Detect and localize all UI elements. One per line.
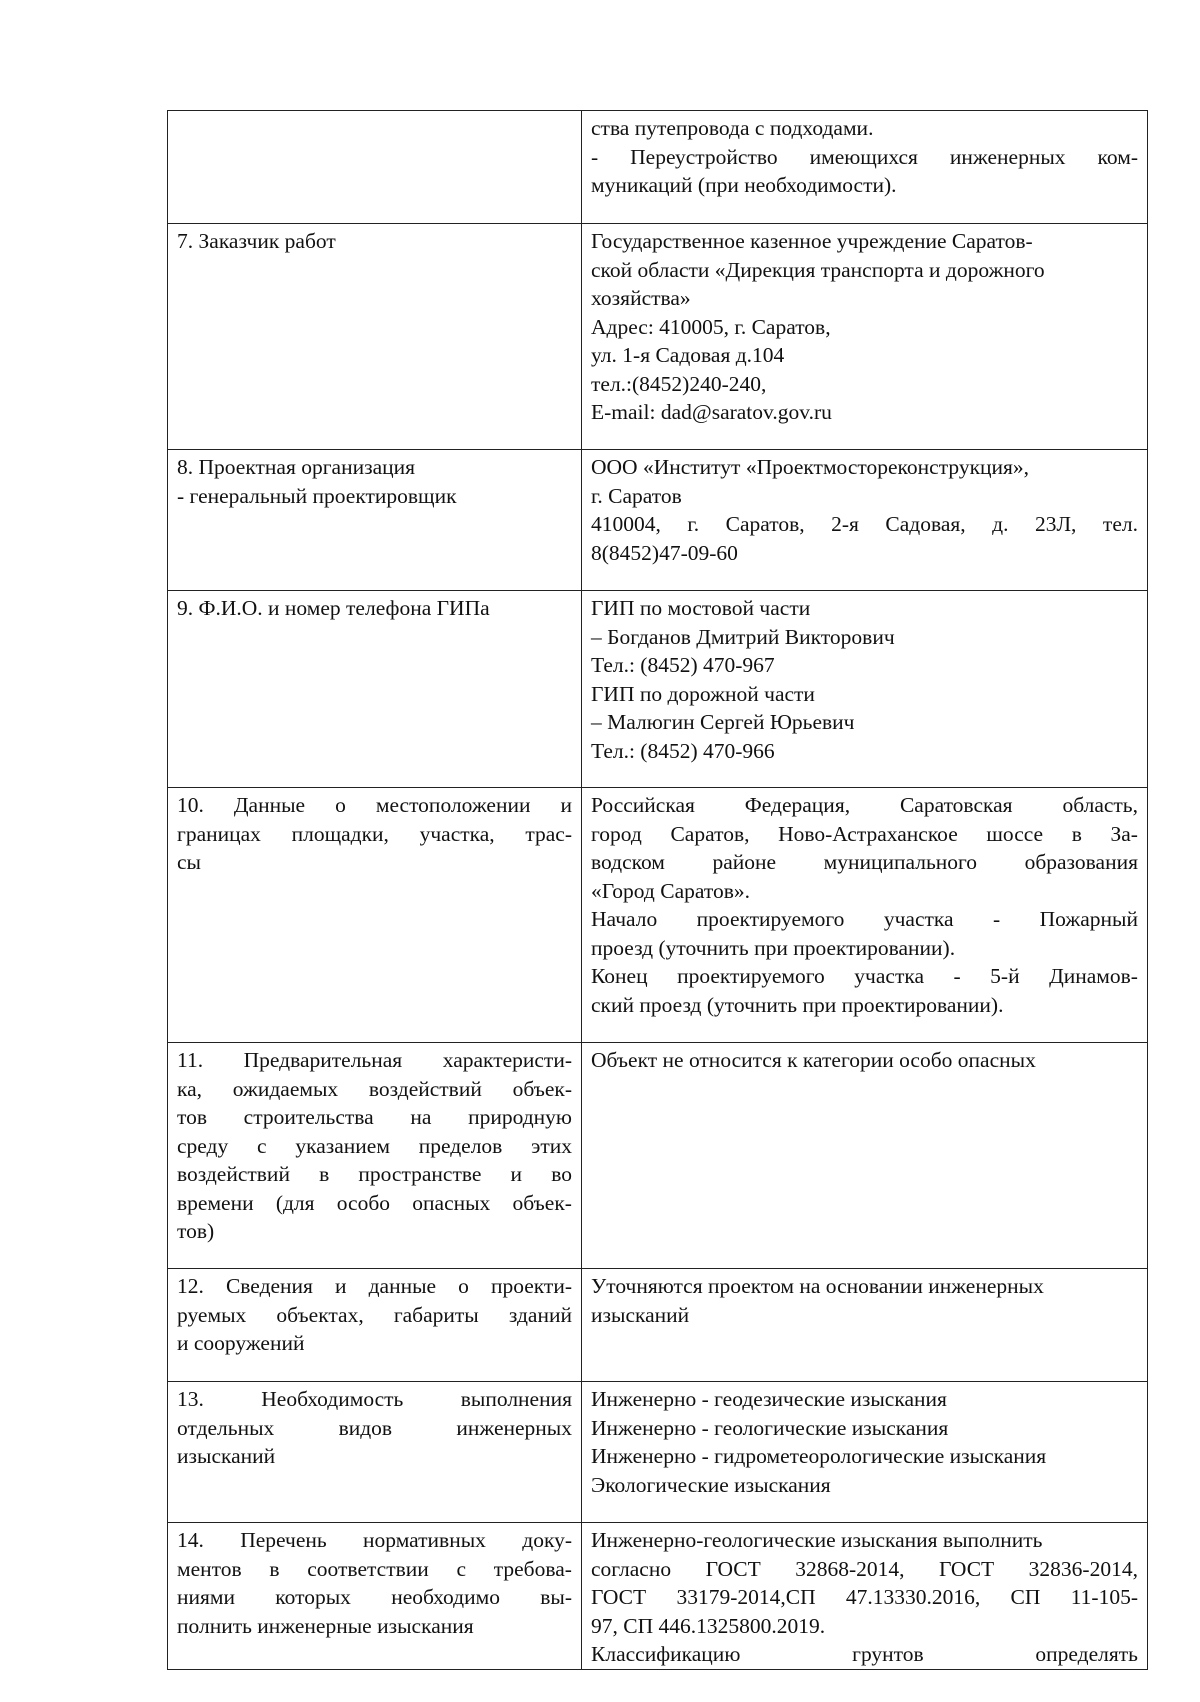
- requirements-table: [167, 110, 1148, 1670]
- word: с: [456, 1556, 467, 1581]
- text-line-justified: [591, 1583, 1138, 1612]
- word: опасных: [412, 1190, 491, 1215]
- text-line-justified: [177, 1160, 572, 1189]
- word: в: [269, 1556, 280, 1581]
- value-cell: [582, 1382, 1148, 1523]
- word: согласно: [591, 1556, 672, 1581]
- text-line: ГИП по мостовой части: [591, 596, 811, 620]
- text-line: ООО «Институт «Проектмостореконструкция»,: [591, 455, 1030, 479]
- word: тов: [177, 1105, 208, 1129]
- word: ГОСТ: [591, 1585, 647, 1609]
- word: муниципального: [823, 850, 978, 874]
- table-row: [168, 1523, 1148, 1670]
- text-line: ской области «Дирекция транспорта и дорожного: [591, 257, 1045, 282]
- text-line-justified: [177, 1103, 572, 1132]
- word: нормативных: [363, 1528, 486, 1552]
- word: Федерация,: [744, 793, 851, 817]
- word: Пожарный: [1039, 907, 1138, 931]
- text-line: Инженерно - гидрометеорологические изыскания: [591, 1444, 1047, 1468]
- value-cell: [582, 450, 1148, 591]
- word: город: [591, 821, 642, 846]
- word: 33179-2014,СП: [676, 1585, 816, 1609]
- word: среду: [177, 1133, 229, 1158]
- word: Переустройство: [630, 144, 778, 169]
- parameter-cell: [168, 1269, 582, 1382]
- word: имеющихся: [809, 144, 918, 169]
- text-line: – Малюгин Сергей Юрьевич: [591, 710, 855, 734]
- word: грунтов: [852, 1642, 924, 1666]
- word: проекти-: [490, 1274, 572, 1298]
- word: водском: [591, 850, 665, 874]
- word: область,: [1062, 793, 1138, 817]
- word: площадки,: [291, 821, 389, 846]
- word: объек-: [512, 1076, 572, 1101]
- text-line: хозяйства»: [591, 286, 691, 310]
- word: ГОСТ: [939, 1556, 995, 1581]
- word: 23Л,: [1034, 512, 1077, 536]
- word: пространстве: [358, 1162, 482, 1186]
- text-line-justified: [591, 791, 1138, 820]
- word: Ново-Астраханское: [778, 821, 958, 846]
- word: объек-: [512, 1190, 572, 1215]
- word: Российская: [591, 793, 695, 817]
- text-line: тов): [177, 1219, 215, 1243]
- word: инженерных: [456, 1415, 572, 1440]
- word: в: [1071, 821, 1082, 846]
- word: пределов: [418, 1133, 503, 1158]
- word: воздействий: [177, 1162, 290, 1186]
- word: СП: [1010, 1585, 1041, 1609]
- text-line: Тел.: (8452) 470-966: [591, 738, 775, 763]
- text-line: ГИП по дорожной части: [591, 681, 815, 706]
- text-line: Инженерно - геологические изыскания: [591, 1415, 949, 1440]
- word: -: [953, 964, 961, 988]
- text-line-justified: [177, 1385, 572, 1414]
- word: инженерных: [949, 144, 1066, 169]
- word: Начало: [591, 907, 658, 931]
- text-line-justified: [591, 510, 1138, 539]
- word: которых: [275, 1585, 351, 1609]
- parameter-cell: [168, 1382, 582, 1523]
- word: -: [591, 144, 599, 169]
- text-line: Экологические изыскания: [591, 1472, 831, 1497]
- word: ка,: [177, 1076, 203, 1101]
- word: строительства: [243, 1105, 374, 1129]
- text-line-justified: [177, 1301, 572, 1330]
- word: местоположении: [375, 793, 531, 817]
- word: требова-: [493, 1556, 572, 1581]
- value-cell: [582, 224, 1148, 450]
- word: границах: [177, 821, 261, 846]
- text-line: ул. 1-я Садовая д.104: [591, 343, 785, 367]
- text-line: Уточняются проектом на основании инженерных: [591, 1274, 1044, 1298]
- word: (для: [275, 1190, 315, 1215]
- word: Конец: [591, 964, 648, 988]
- text-line: 8. Проектная организация: [177, 455, 416, 479]
- text-line: г. Саратов: [591, 483, 682, 508]
- word: 11-105-: [1070, 1585, 1138, 1609]
- text-line: E-mail: dad@saratov.gov.ru: [591, 400, 832, 424]
- word: доку-: [522, 1528, 572, 1552]
- text-line: 9. Ф.И.О. и номер телефона ГИПа: [177, 596, 490, 620]
- word: 5-й: [990, 964, 1020, 988]
- text-line: Адрес: 410005, г. Саратов,: [591, 314, 831, 339]
- text-line: ский проезд (уточнить при проектировании).: [591, 992, 1004, 1017]
- word: и: [560, 793, 572, 817]
- table-body: [168, 111, 1148, 1670]
- table-row: [168, 591, 1148, 788]
- text-line: проезд (уточнить при проектировании).: [591, 935, 956, 960]
- word: Перечень: [240, 1528, 327, 1552]
- word: видов: [338, 1415, 393, 1440]
- word: этих: [531, 1133, 572, 1158]
- word: Динамов-: [1049, 964, 1138, 988]
- word: Классификацию: [591, 1642, 741, 1666]
- word: руемых: [177, 1302, 247, 1327]
- text-line-justified: [591, 962, 1138, 991]
- word: Данные: [233, 793, 306, 817]
- word: районе: [712, 850, 777, 874]
- parameter-cell: [168, 450, 582, 591]
- text-line: тел.:(8452)240-240,: [591, 371, 767, 396]
- text-line-justified: [177, 1414, 572, 1443]
- word: 32868-2014,: [795, 1556, 905, 1581]
- text-line-justified: [591, 820, 1138, 849]
- table-row: [168, 224, 1148, 450]
- text-line: полнить инженерные изыскания: [177, 1613, 474, 1638]
- value-cell: [582, 1523, 1148, 1670]
- word: ниями: [177, 1585, 236, 1609]
- text-line: 8(8452)47-09-60: [591, 540, 738, 565]
- text-line: сы: [177, 850, 201, 874]
- text-line-justified: [177, 1046, 572, 1075]
- value-cell: [582, 788, 1148, 1043]
- word: Сведения: [225, 1274, 313, 1298]
- word: г.: [687, 512, 700, 536]
- word: вы-: [540, 1585, 572, 1609]
- text-line: Государственное казенное учреждение Саратов-: [591, 229, 1033, 253]
- word: Садовая,: [885, 512, 966, 536]
- word: характеристи-: [442, 1048, 572, 1072]
- table-row: [168, 450, 1148, 591]
- text-line: ства путепровода с подходами.: [591, 116, 874, 140]
- word: природную: [468, 1105, 572, 1129]
- word: шоссе: [986, 821, 1044, 846]
- word: о: [335, 793, 346, 817]
- word: ком-: [1097, 144, 1138, 169]
- word: 14.: [177, 1528, 204, 1552]
- word: ГОСТ: [705, 1556, 761, 1581]
- table-row: [168, 111, 1148, 224]
- word: определять: [1035, 1642, 1138, 1666]
- text-line: 97, СП 446.1325800.2019.: [591, 1613, 826, 1638]
- word: зданий: [508, 1302, 572, 1327]
- word: особо: [336, 1190, 391, 1215]
- text-line: - генеральный проектировщик: [177, 483, 457, 508]
- value-cell: [582, 111, 1148, 224]
- word: 32836-2014,: [1028, 1556, 1138, 1581]
- text-line: изысканий: [177, 1444, 276, 1468]
- word: трас-: [525, 821, 572, 846]
- text-line: Тел.: (8452) 470-967: [591, 653, 775, 677]
- text-line-justified: [177, 1555, 572, 1584]
- word: 47.13330.2016,: [845, 1585, 981, 1609]
- word: и: [510, 1162, 523, 1186]
- text-line-justified: [177, 1189, 572, 1218]
- table-row: [168, 1382, 1148, 1523]
- table-row: [168, 1269, 1148, 1382]
- word: воздействий: [368, 1076, 482, 1101]
- word: во: [551, 1162, 572, 1186]
- word: участка,: [419, 821, 495, 846]
- word: ментов: [177, 1556, 242, 1581]
- word: 13.: [177, 1387, 204, 1411]
- word: ожидаемых: [232, 1076, 339, 1101]
- word: соответствии: [307, 1556, 429, 1581]
- word: выполнения: [460, 1387, 572, 1411]
- word: д.: [992, 512, 1009, 536]
- word: -: [993, 907, 1001, 931]
- word: Саратов,: [670, 821, 750, 846]
- text-line: «Город Саратов».: [591, 878, 750, 903]
- text-line-justified: [591, 1640, 1138, 1669]
- text-line: изысканий: [591, 1302, 690, 1327]
- word: в: [319, 1162, 330, 1186]
- text-line-justified: [177, 791, 572, 820]
- word: отдельных: [177, 1415, 275, 1440]
- text-line: 7. Заказчик работ: [177, 229, 336, 253]
- word: с: [257, 1133, 267, 1158]
- parameter-cell: [168, 1523, 582, 1670]
- text-line-justified: [177, 1272, 572, 1301]
- word: участка: [854, 964, 925, 988]
- word: объектах,: [276, 1302, 364, 1327]
- text-line-justified: [177, 1132, 572, 1161]
- parameter-cell: [168, 591, 582, 788]
- word: За-: [1110, 821, 1138, 846]
- word: участка: [883, 907, 954, 931]
- value-cell: [582, 1269, 1148, 1382]
- text-line-justified: [591, 1555, 1138, 1584]
- text-line-justified: [591, 143, 1138, 172]
- word: Предварительная: [243, 1048, 403, 1072]
- text-line-justified: [591, 848, 1138, 877]
- text-line-justified: [177, 1526, 572, 1555]
- value-cell: [582, 1043, 1148, 1269]
- word: 12.: [177, 1274, 204, 1298]
- text-line-justified: [177, 1075, 572, 1104]
- parameter-cell: [168, 788, 582, 1043]
- word: времени: [177, 1190, 254, 1215]
- text-line-justified: [177, 820, 572, 849]
- word: проектируемого: [677, 964, 825, 988]
- word: о: [458, 1274, 469, 1298]
- word: Необходимость: [261, 1387, 404, 1411]
- word: 410004,: [591, 512, 661, 536]
- text-line: и сооружений: [177, 1331, 305, 1355]
- parameter-cell: [168, 111, 582, 224]
- parameter-cell: [168, 224, 582, 450]
- word: указанием: [295, 1133, 390, 1158]
- word: Саратовская: [899, 793, 1013, 817]
- word: 10.: [177, 793, 204, 817]
- value-cell: [582, 591, 1148, 788]
- word: данные: [368, 1274, 437, 1298]
- word: габариты: [393, 1302, 479, 1327]
- word: 11.: [177, 1048, 204, 1072]
- parameter-cell: [168, 1043, 582, 1269]
- text-line-justified: [177, 1583, 572, 1612]
- word: Саратов,: [725, 512, 805, 536]
- text-line: муникаций (при необходимости).: [591, 173, 897, 197]
- text-line: Объект не относится к категории особо опасных: [591, 1048, 1036, 1072]
- word: 2-я: [831, 512, 859, 536]
- word: образования: [1024, 850, 1138, 874]
- text-line: – Богданов Дмитрий Викторович: [591, 624, 895, 649]
- word: тел.: [1102, 512, 1138, 536]
- text-line-justified: [591, 905, 1138, 934]
- table-row: [168, 1043, 1148, 1269]
- text-line: Инженерно-геологические изыскания выполнить: [591, 1528, 1043, 1552]
- table-row: [168, 788, 1148, 1043]
- word: проектируемого: [696, 907, 845, 931]
- text-line: Инженерно - геодезические изыскания: [591, 1387, 947, 1411]
- word: и: [335, 1274, 347, 1298]
- word: на: [410, 1105, 432, 1129]
- word: необходимо: [391, 1585, 500, 1609]
